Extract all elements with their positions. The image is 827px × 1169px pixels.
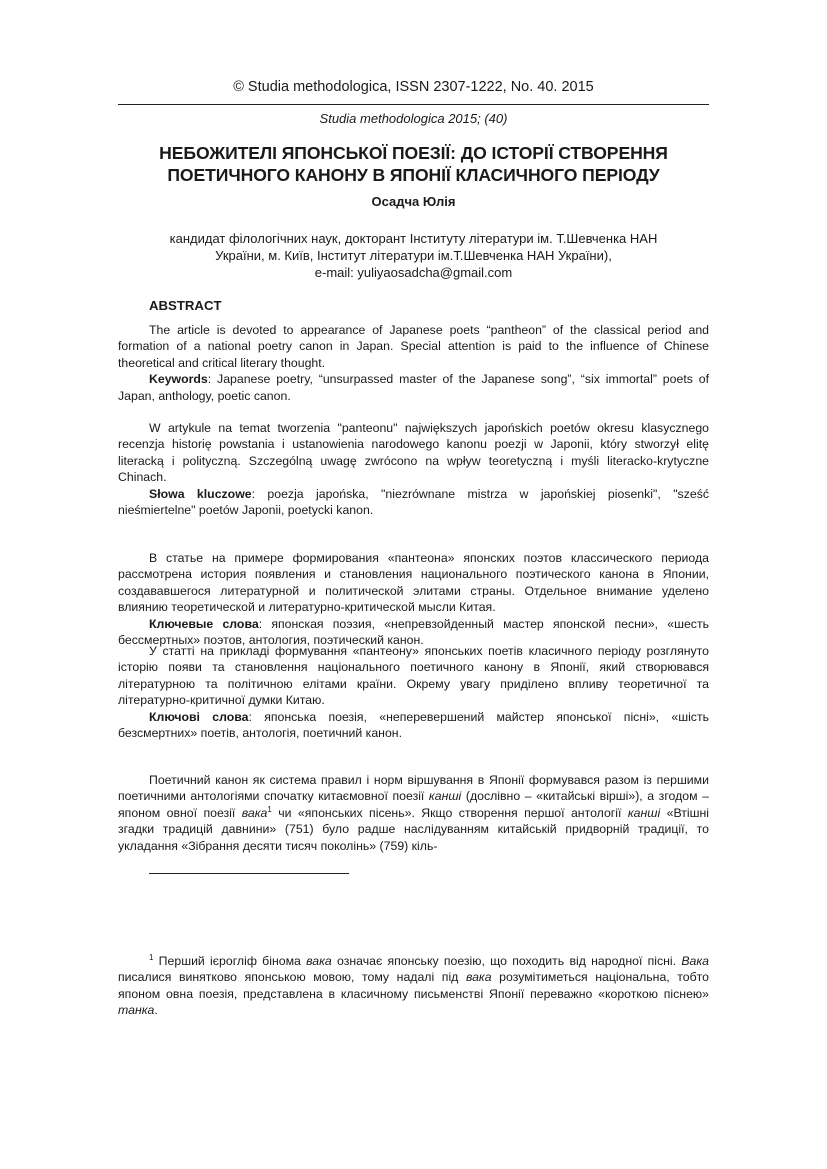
footnote-text-run: . [154,1003,158,1018]
abstract-ru-text: В статье на примере формирования «пантеона» японских поэтов классического периода рассмотрена история появления и становления национального поэтического канона в Японии, создававшегося литературной и политической элитами страны. Отдельное внимание уделено влиянию теоретической и литературно-критической мысли Китая. [118,551,709,615]
term-kanshi: канші [627,805,661,820]
keywords-uk-text: : японська поезія, «неперевершений майстер японської пісні», «шість безсмертних» поетів, антологія, поетичний канон. [118,709,709,741]
article-title [118,142,709,186]
term-vaka: вака [465,970,492,985]
footnote-1 [118,953,709,1019]
abstract-uk [118,643,709,741]
keywords-pl-text: : poezja japońska, "niezrównane mistrza w japońskiej piosenki", "sześć nieśmiertelne" poetów Japonii, poetycki kanon. [118,486,709,518]
affiliation-line-1: кандидат філологічних наук, докторант Інституту літератури ім. Т.Шевченка НАН [169,231,658,246]
keywords-ru-text: : японская поэзия, «непревзойденный мастер японской песни», «шесть бессмертных» поэтов, антология, поэтический канон. [118,616,709,648]
abstract-en [118,322,709,404]
journal-info: © Studia methodologica, ISSN 2307-1222, No. 40. 2015 [233,79,594,95]
body-text-run: (дослівно – «китайські вірші»), а згодом – японом овної поезії [118,789,709,820]
keywords-ru-label: Ключевые слова [149,616,259,631]
abstract-pl-text: W artykule na temat tworzenia "panteonu" największych japońskich poetów okresu klasycznego recenzja historię powstania i ustanowienia narodowego kanonu poezji w Japonii, który stworzył elitę literacką i polityczną. Szczególną uwagę zwrócono na wpływ teoretyczną i myśli literacko-krytyczne Chinach. [118,421,709,485]
term-vaka: вака [306,954,332,968]
footnote [118,953,709,1019]
footnote-text-run: означає японську поезію, що походить від народної пісні. [331,954,682,968]
author-email: e-mail: yuliyaosadcha@gmail.com [314,265,513,280]
author-affiliation [118,230,709,281]
title-line-1: НЕБОЖИТЕЛІ ЯПОНСЬКОЇ ПОЕЗІЇ: ДО ІСТОРІЇ СТВОРЕННЯ [159,143,668,163]
footnote-text-run: писалися винятково японською мовою, тому надалі під [118,970,466,985]
keywords-uk-label: Ключові слова [149,709,249,724]
abstract-en-text: The article is devoted to appearance of Japanese poets “pantheon” of the classical period and formation of a national poetry canon in Japan. Special attention is paid to the influence of Chinese theoretical and critical literary thought. [118,323,709,370]
body-text [118,772,709,854]
keywords-en [118,371,709,404]
term-tanka: танка [118,1003,155,1018]
title-line-2: ПОЕТИЧНОГО КАНОНУ В ЯПОНІЇ КЛАСИЧНОГО ПЕРІОДУ [167,165,660,185]
abstract-heading: ABSTRACT [149,298,222,313]
footnote-text-run: Перший ієрогліф бінома [153,954,307,968]
body-text-run: чи «японських пісень». Якщо створення першої антології [271,805,628,820]
body-text-run: Поетичний канон як система правил і норм віршування в Японії формувався разом із першими поетичними антологіями спочатку китаємовної поезії [118,773,709,804]
footnote-text-run: розумітиметься національна, тобто японом овна поезія, представлена в класичному письменстві Японії переважно «короткою піснею» [118,970,709,1001]
abstract-pl [118,420,709,518]
author-name: Осадча Юлія [371,194,456,209]
footnote-ref[interactable]: 1 [267,804,272,814]
term-kanshi: канші [428,789,462,804]
keywords-pl [118,486,709,519]
keywords-uk [118,709,709,742]
abstract-ru [118,550,709,648]
keywords-en-text: : Japanese poetry, “unsurpassed master of the Japanese song”, “six immortal” poets of Japan, anthology, poetic canon. [118,372,709,403]
affiliation-line-2: України, м. Київ, Інститут літератури ім.Т.Шевченка НАН України), [215,248,612,263]
footnote-number: 1 [149,953,154,962]
journal-short: Studia methodologica 2015; (40) [319,111,508,126]
term-vaka: Вака [681,954,709,968]
footnote-divider [149,873,349,874]
header-rule [118,104,709,105]
keywords-pl-label: Słowa kluczowe [149,486,252,501]
keywords-en-label: Keywords [149,372,208,387]
body-text-run: «Втішні згадки традицій давнини» (751) було радше наслідуванням китайській придворній традиції, то укладання «Зібрання десяти тисяч поколінь» (759) кіль- [118,805,710,853]
abstract-uk-text: У статті на прикладі формування «пантеону» японських поетів класичного періоду розглянуто історію появи та становлення національного поетичного канону в Японії, який створювався літературною та політичною елітами країни. Окрему увагу приділено впливу теоретичної та літературно-критичної думки Китаю. [118,644,709,708]
body-paragraph-1 [118,772,709,854]
term-vaka: вака [241,805,268,820]
